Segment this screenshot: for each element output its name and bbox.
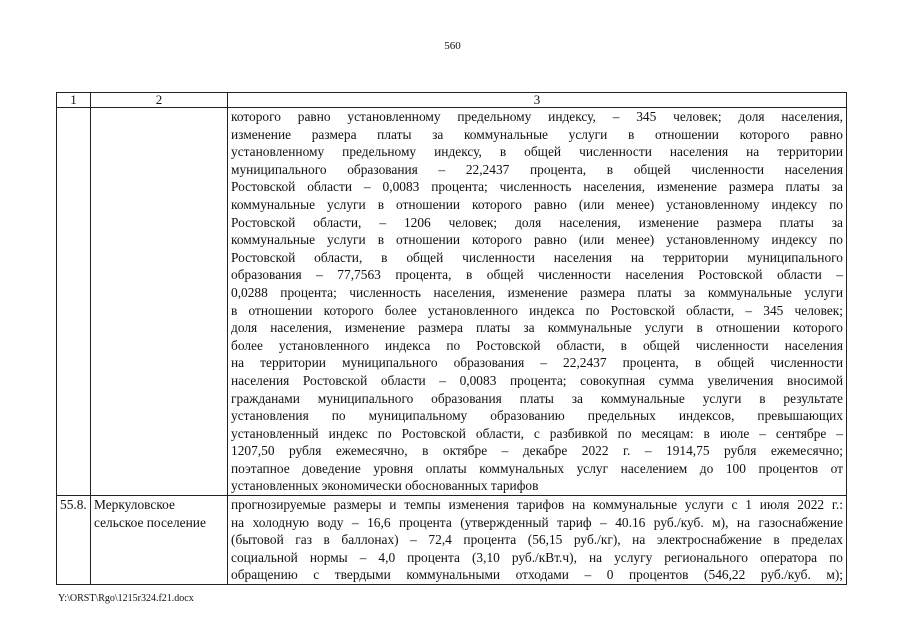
text-line: Ростовской области, в общей численности населения на территории муниципального [231, 249, 843, 265]
tariff-table [56, 92, 847, 585]
text-line: установленный индекс по Ростовской области, с разбивкой по месяцам: в июле – сентябре – [231, 425, 843, 441]
text-line: коммунальные услуги в отношении которого равно (или менее) установленному индексу по [231, 232, 843, 248]
header-col-1: 1 [57, 93, 91, 108]
text-line: муниципального образования – 22,2437 процента, в общей численности населения [231, 161, 843, 177]
table-row [57, 108, 847, 496]
text-line: обращению с твердыми коммунальными отходами – 0 процентов (546,22 руб./куб. м); [231, 567, 843, 583]
text-line: которого равно установленному предельному индексу, – 345 человек; доля населения, [231, 109, 843, 124]
text-line: изменение размера платы за коммунальные услуги в отношении которого равно [231, 126, 843, 142]
text-line: (бытовой газ в баллонах) – 72,4 процента (56,15 руб./кг), на электроснабжение в пределах [231, 532, 843, 548]
text-line: Ростовской области – 0,0083 процента; численность населения, изменение размера платы за [231, 179, 843, 195]
table-row [57, 496, 847, 585]
text-line: установления по муниципальному образованию предельных индексов, превышающих [231, 408, 843, 424]
description-cell [228, 496, 847, 585]
header-col-2: 2 [91, 93, 228, 108]
settlement-name-line: Меркуловское [94, 497, 175, 513]
text-line: на холодную воду – 16,6 процента (утвержденный тариф – 40.16 руб./куб. м), на газоснабжение [231, 514, 843, 530]
text-line: образования – 77,7563 процента, в общей численности населения Ростовской области – [231, 267, 843, 283]
text-line: поэтапное доведение уровня оплаты коммунальных услуг населением до 100 процентов от [231, 460, 843, 476]
text-line: гражданами муниципального образования платы за коммунальные услуги в результате [231, 390, 843, 406]
text-line: 1207,50 рубля ежемесячно, в октябре – декабре 2022 г. – 1914,75 рубля ежемесячно; [231, 443, 843, 459]
file-path-footer: Y:\ORST\Rgo\1215r324.f21.docx [58, 593, 194, 604]
text-line: доля населения, изменение размера платы за коммунальные услуги в отношении которого [231, 320, 843, 336]
text-line: на территории муниципального образования – 22,2437 процента, в общей численности [231, 355, 843, 371]
text-line: установленному предельному индексу, в общей численности населения на территории [231, 144, 843, 160]
header-row [57, 93, 847, 108]
settlement-name-cell [91, 496, 228, 585]
text-line: Ростовской области, – 1206 человек; доля населения, изменение размера платы за [231, 214, 843, 230]
text-line: более установленного индекса по Ростовской области, в общей численности населения [231, 337, 843, 353]
settlement-name-cell [91, 108, 228, 496]
text-line: прогнозируемые размеры и темпы изменения тарифов на коммунальные услуги с 1 июля 2022 г.: [231, 497, 843, 513]
text-line: населения Ростовской области – 0,0083 процента; совокупная сумма увеличения вносимой [231, 372, 843, 388]
page-number: 560 [444, 40, 461, 52]
text-line: установленных экономически обоснованных тарифов [231, 478, 539, 494]
text-line: 0,0288 процента; численность населения, изменение размера платы за коммунальные услуги [231, 284, 843, 300]
header-col-3: 3 [228, 93, 847, 108]
settlement-name-line: сельское поселение [94, 514, 206, 530]
text-line: в отношении которого более установленного индекса по Ростовской области, – 345 человек; [231, 302, 843, 318]
text-line: коммунальные услуги в отношении которого равно (или менее) установленному индексу по [231, 196, 843, 212]
description-cell [228, 108, 847, 496]
row-number-cell [57, 108, 91, 496]
text-line: социальной нормы – 4,0 процента (3,10 руб./кВт.ч), на услугу регионального оператора по [231, 549, 843, 565]
row-number-cell: 55.8. [57, 496, 91, 585]
